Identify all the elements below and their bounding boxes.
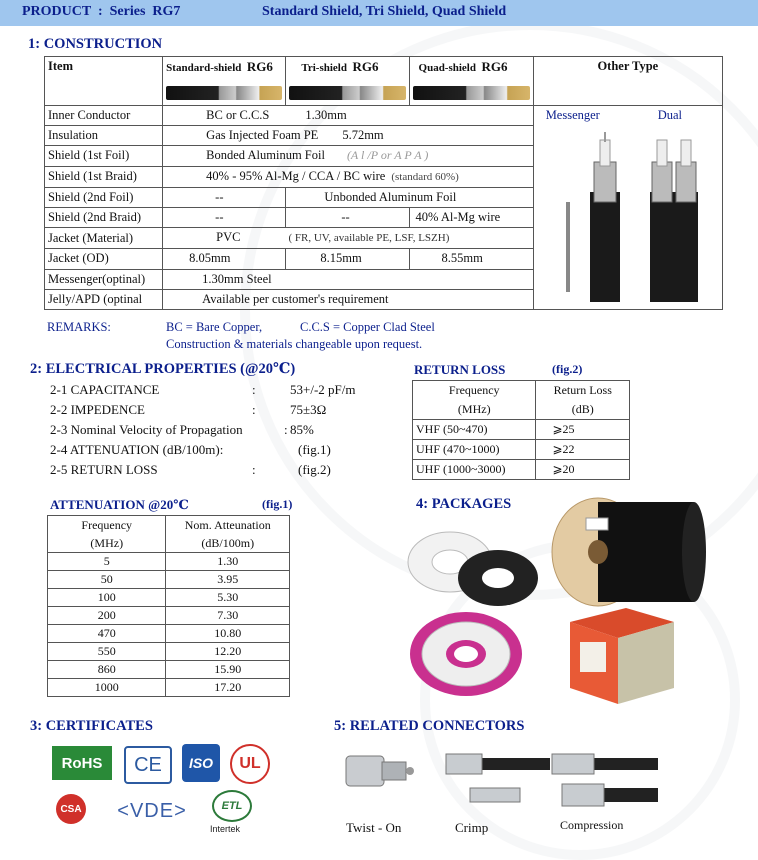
table-row: Shield (1st Foil) Bonded Aluminum Foil (A l /P or A P A ) — [45, 146, 723, 166]
type-tri-shield: Tri-shield RG6 — [286, 57, 409, 106]
connectors-heading: 5: RELATED CONNECTORS — [334, 718, 525, 734]
table-row: 5 1.30 — [48, 553, 290, 571]
list-item: 2-2 IMPEDENCE : 75±3Ω — [50, 402, 327, 417]
attenuation-heading: ATTENUATION @20℃ — [50, 497, 189, 512]
table-row: Messenger(optinal) 1.30mm Steel — [45, 269, 723, 289]
table-row: 100 5.30 — [48, 589, 290, 607]
type-standard-shield: Standard-shield RG6 — [163, 57, 286, 106]
return-loss-heading: RETURN LOSS — [414, 362, 506, 377]
other-type-cable-image — [556, 132, 706, 304]
table-row: 50 3.95 — [48, 571, 290, 589]
construction-table — [44, 56, 723, 310]
table-header-row: Frequency (MHz) Nom. Atteunation (dB/100m) — [48, 516, 290, 553]
packages-heading: 4: PACKAGES — [416, 496, 512, 512]
title-banner — [0, 0, 758, 26]
table-row: Jelly/APD (optinal Available per customer's requirement — [45, 289, 723, 309]
list-item: 2-3 Nominal Velocity of Propagation : 85% — [50, 422, 314, 437]
list-item: 2-5 RETURN LOSS : (fig.2) — [50, 462, 331, 477]
other-type-header: Other Type — [533, 57, 722, 106]
remarks-label: REMARKS: — [47, 320, 111, 334]
table-row: Shield (2nd Braid) -- -- 40% Al-Mg wire — [45, 207, 723, 227]
ul-logo: UL — [230, 744, 270, 784]
table-row: 470 10.80 — [48, 625, 290, 643]
table-row: Shield (1st Braid) 40% - 95% Al-Mg / CCA / BC wire (standard 60%) — [45, 166, 723, 187]
compression-label: Compression — [560, 818, 624, 832]
list-item: 2-1 CAPACITANCE : 53+/-2 pF/m — [50, 382, 356, 397]
purple-coil-image — [404, 604, 534, 704]
construction-header-row — [45, 57, 723, 106]
construction-heading: 1: CONSTRUCTION — [28, 36, 163, 52]
return-loss-fig: (fig.2) — [552, 362, 583, 376]
intertek-label: Intertek — [210, 824, 241, 834]
white-coil-image — [400, 514, 550, 614]
attenuation-fig: (fig.1) — [262, 497, 293, 511]
remark-copper-clad: C.C.S = Copper Clad Steel — [300, 320, 435, 334]
electrical-heading: 2: ELECTRICAL PROPERTIES (@20℃) — [30, 361, 296, 377]
table-row: 200 7.30 — [48, 607, 290, 625]
crimp-label: Crimp — [455, 820, 489, 835]
cable-image — [413, 86, 530, 100]
attenuation-table — [47, 515, 290, 697]
rohs-logo: RoHS — [52, 746, 112, 780]
certificates-heading: 3: CERTIFICATES — [30, 718, 153, 734]
electrical-list — [50, 382, 390, 482]
crimp-connector-image — [440, 744, 550, 816]
table-row: Jacket (Material) PVC ( FR, UV, available PE, LSF, LSZH) — [45, 228, 723, 249]
table-row: Inner Conductor BC or C.C.S 1.30mm Messenger Dual — [45, 106, 723, 126]
etl-logo: ETL — [212, 790, 252, 822]
twist-on-connector-image — [340, 744, 420, 814]
item-header: Item — [45, 57, 163, 106]
table-row: Jacket (OD) 8.05mm 8.15mm 8.55mm — [45, 249, 723, 269]
table-row: 1000 17.20 — [48, 679, 290, 697]
iso-logo: ISO — [182, 744, 220, 782]
table-row: UHF (470~1000) ⩾22 — [413, 440, 630, 460]
reel-image — [548, 496, 708, 608]
table-row: 860 15.90 — [48, 661, 290, 679]
dual-label: Dual — [657, 108, 682, 122]
ce-logo: CE — [124, 746, 172, 784]
product-subtitle: Standard Shield, Tri Shield, Quad Shield — [262, 4, 507, 19]
list-item: 2-4 ATTENUATION (dB/100m): (fig.1) — [50, 442, 331, 457]
return-loss-table — [412, 380, 630, 480]
product-label: PRODUCT : Series RG7 — [22, 4, 181, 19]
table-row: UHF (1000~3000) ⩾20 — [413, 460, 630, 480]
table-row: 550 12.20 — [48, 643, 290, 661]
table-row: Insulation Gas Injected Foam PE 5.72mm — [45, 126, 723, 146]
cable-image — [289, 86, 405, 100]
other-type-cell — [533, 106, 722, 310]
table-header-row: Frequency (MHz) Return Loss (dB) — [413, 381, 630, 420]
remark-changeable: Construction & materials changeable upon request. — [166, 337, 423, 351]
twist-on-label: Twist - On — [346, 820, 402, 835]
messenger-label: Messenger — [545, 108, 600, 122]
table-row: VHF (50~470) ⩾25 — [413, 420, 630, 440]
csa-logo: CSA — [56, 794, 86, 824]
type-quad-shield: Quad-shield RG6 — [409, 57, 533, 106]
compression-connector-image — [546, 744, 658, 818]
table-row: Shield (2nd Foil) -- Unbonded Aluminum Foil — [45, 187, 723, 207]
cable-image — [166, 86, 282, 100]
vde-logo: < VDE > — [117, 799, 187, 822]
remark-bare-copper: BC = Bare Copper, — [166, 320, 263, 334]
box-image — [566, 602, 678, 706]
